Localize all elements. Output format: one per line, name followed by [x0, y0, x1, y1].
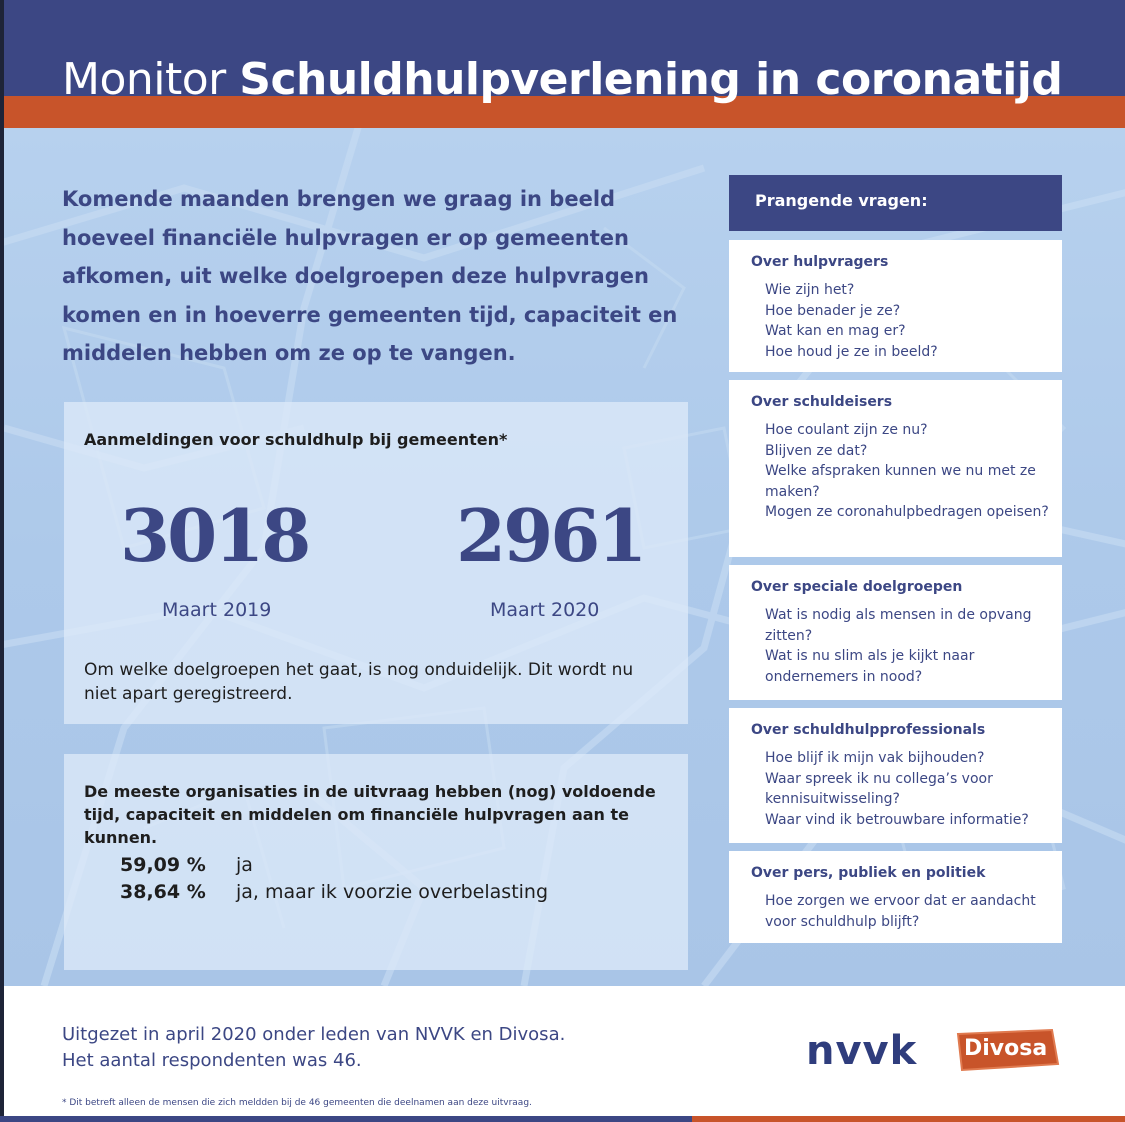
question-item: Waar vind ik betrouwbare informatie?: [765, 811, 1029, 828]
registrations-card: [64, 402, 688, 724]
question-group-title: Over schuldeisers: [751, 394, 893, 410]
capacity-stat-text: ja, maar ik voorzie overbelasting: [236, 881, 549, 903]
question-item: Hoe benader je ze?: [765, 302, 901, 319]
registrations-2019-label: Maart 2019: [162, 599, 272, 621]
capacity-stat-percentage: 59,09 %: [120, 854, 206, 876]
bottom-bar-orange: [692, 1116, 1125, 1122]
question-group-schuldhulpprofessionals: [729, 708, 1062, 843]
footer-text: [62, 1022, 565, 1074]
divosa-logo-text: Divosa: [964, 1036, 1048, 1061]
question-item: Wat is nodig als mensen in de opvang zitten?: [765, 607, 1032, 644]
capacity-card: [64, 754, 688, 970]
capacity-stat-row: [120, 852, 253, 879]
question-group-title: Over speciale doelgroepen: [751, 579, 963, 595]
question-list: [765, 280, 1055, 362]
question-group-schuldeisers: [729, 380, 1062, 557]
divosa-logo: [954, 1028, 1060, 1072]
question-group-speciale-doelgroepen: [729, 565, 1062, 700]
capacity-title: De meeste organisaties in de uitvraag hebben (nog) voldoende tijd, capaciteit en middelen om financiële hulpvragen aan te kunnen.: [84, 782, 656, 847]
question-list: [765, 748, 1055, 830]
question-item: Wat is nu slim als je kijkt naar ondernemers in nood?: [765, 648, 975, 685]
question-item: Wie zijn het?: [765, 282, 855, 298]
question-group-title: Over hulpvragers: [751, 254, 889, 270]
question-item: Hoe zorgen we ervoor dat er aandacht voor schuldhulp blijft?: [765, 893, 1036, 930]
registrations-2020-number: 2961: [456, 493, 645, 578]
questions-heading: Prangende vragen:: [755, 191, 928, 210]
question-item: Hoe houd je ze in beeld?: [765, 343, 938, 360]
questions-heading-box: [729, 175, 1062, 231]
footer-line: Uitgezet in april 2020 onder leden van NVVK en Divosa.: [62, 1024, 566, 1045]
question-list: [765, 605, 1055, 687]
question-list: [765, 891, 1055, 932]
question-item: Welke afspraken kunnen we nu met ze maken?: [765, 463, 1036, 500]
question-list: [765, 420, 1055, 523]
question-item: Wat kan en mag er?: [765, 323, 906, 339]
footnote: * Dit betreft alleen de mensen die zich meldden bij de 46 gemeenten die deelnamen aan deze uitvraag.: [62, 1098, 532, 1108]
intro-text: Komende maanden brengen we graag in beeld hoeveel financiële hulpvragen er op gemeenten afkomen, uit welke doelgroepen deze hulpvragen komen en in hoeverre gemeenten tijd, capaciteit en middelen hebben om ze op te vangen.: [62, 187, 678, 365]
question-item: Hoe coulant zijn ze nu?: [765, 422, 928, 438]
question-group-title: Over pers, publiek en politiek: [751, 865, 986, 881]
question-group-hulpvragers: [729, 240, 1062, 372]
bottom-bar-navy: [0, 1116, 692, 1122]
footer-line: Het aantal respondenten was 46.: [62, 1050, 362, 1071]
question-item: Hoe blijf ik mijn vak bijhouden?: [765, 750, 985, 766]
capacity-stat-row: [120, 879, 548, 906]
registrations-2019-number: 3018: [120, 493, 309, 578]
question-item: Blijven ze dat?: [765, 442, 868, 459]
page-title: [62, 52, 1062, 108]
nvvk-logo: nvvk: [806, 1028, 918, 1074]
question-item: Mogen ze coronahulpbedragen opeisen?: [765, 504, 1049, 520]
capacity-stat-text: ja: [236, 854, 253, 876]
title-bold: Schuldhulpverlening in coronatijd: [239, 54, 1063, 105]
question-item: Waar spreek ik nu collega’s voor kennisuitwisseling?: [765, 770, 993, 807]
question-group-pers-publiek-politiek: [729, 851, 1062, 943]
title-light: Monitor: [62, 54, 226, 105]
question-group-title: Over schuldhulpprofessionals: [751, 722, 986, 738]
capacity-stat-percentage: 38,64 %: [120, 881, 206, 903]
registrations-2020-label: Maart 2020: [490, 599, 600, 621]
registrations-title: Aanmeldingen voor schuldhulp bij gemeenten*: [84, 430, 508, 449]
registrations-note: Om welke doelgroepen het gaat, is nog onduidelijk. Dit wordt nu niet apart geregistreerd.: [84, 660, 634, 704]
